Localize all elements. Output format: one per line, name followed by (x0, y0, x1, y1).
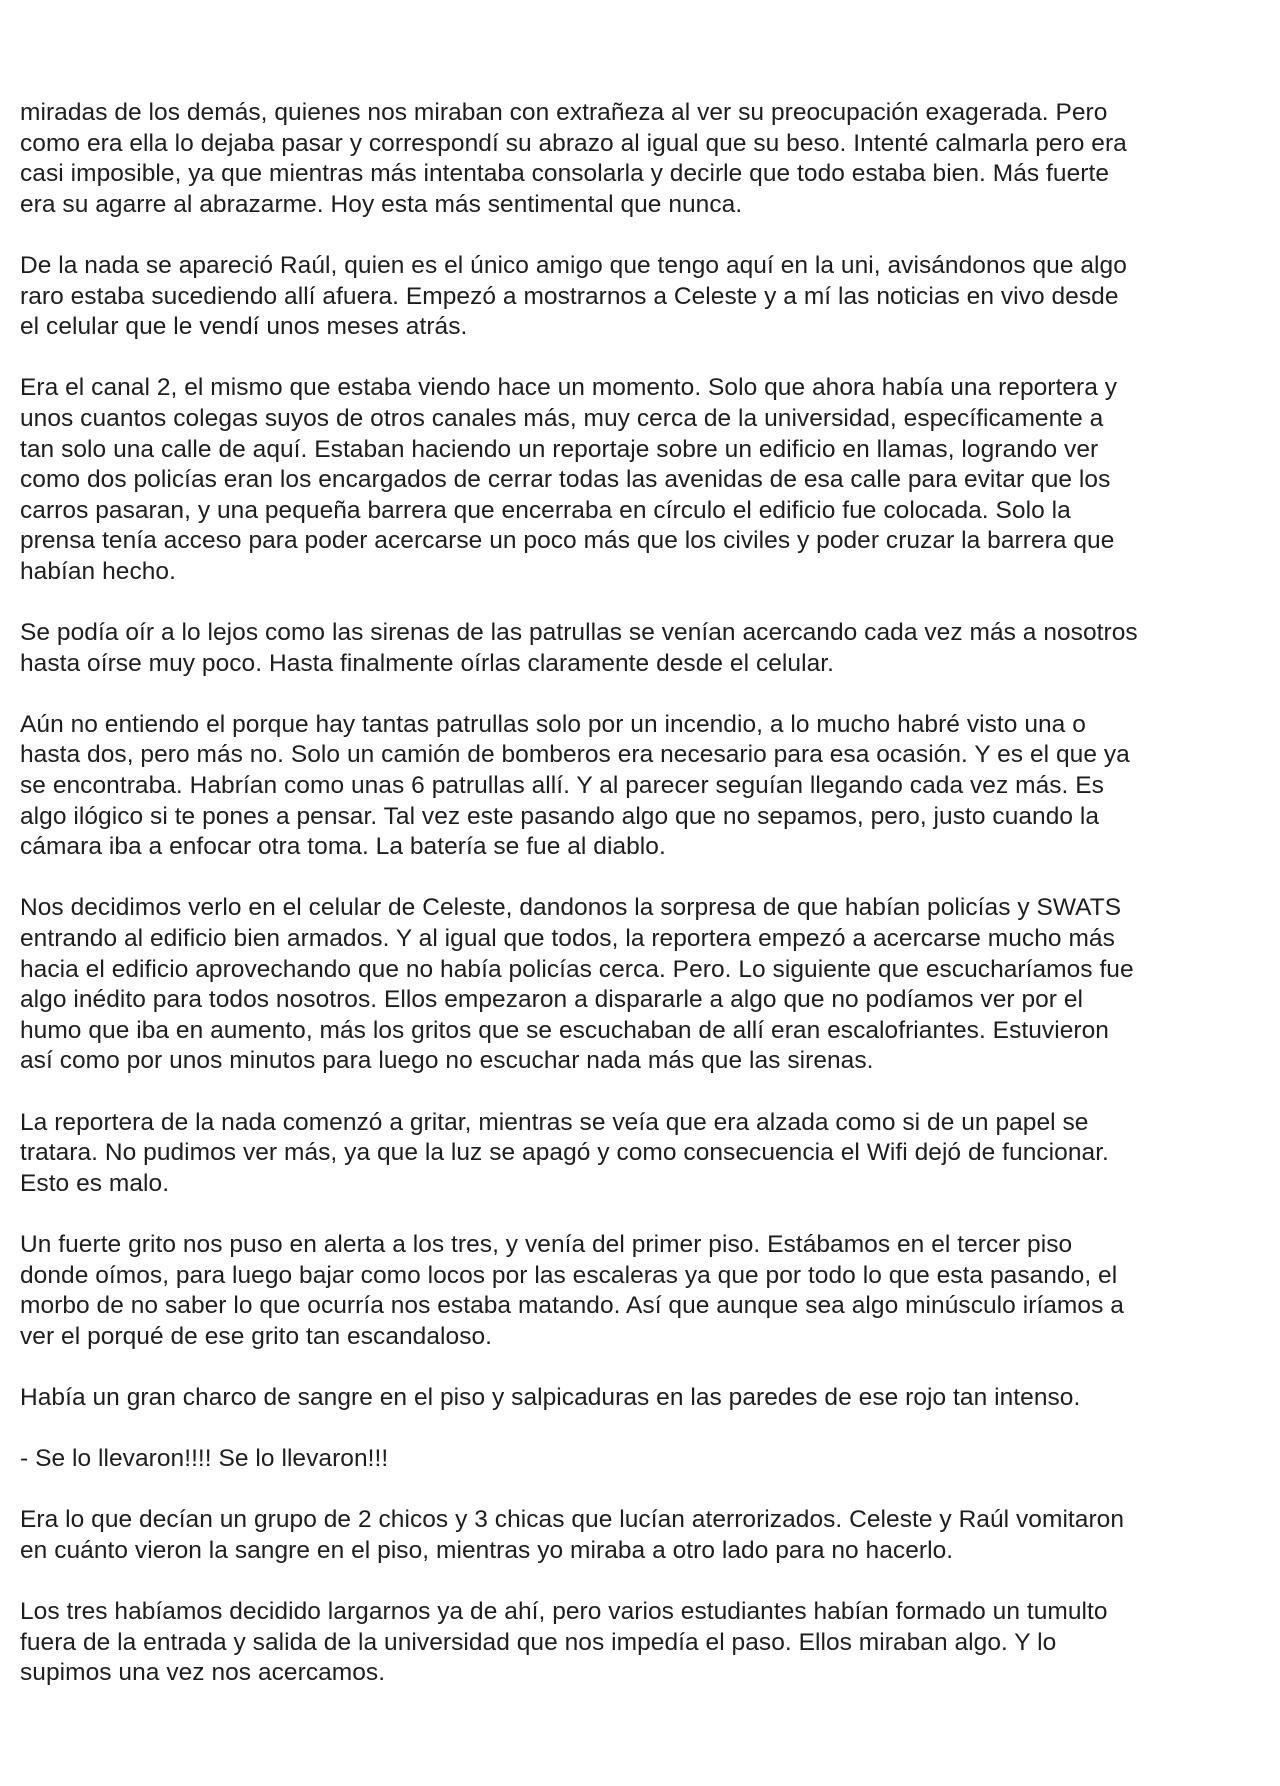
text-line: supimos una vez nos acercamos. (20, 1659, 386, 1687)
text-line: tratara. No pudimos ver más, ya que la luz se apagó y como consecuencia el Wifi dejó de funcionar. (20, 1139, 1109, 1167)
text-line: el celular que le vendí unos meses atrás. (20, 313, 468, 341)
text-line: habían hecho. (20, 557, 176, 585)
paragraph-gap (20, 1414, 1270, 1445)
text-line: prensa tenía acceso para poder acercarse un poco más que los civiles y poder cruzar la barrera que (20, 527, 1115, 555)
text-line: carros pasaran, y una pequeña barrera que encerraba en círculo el edificio fue colocada. Solo la (20, 496, 1071, 524)
paragraph-gap (20, 863, 1270, 894)
text-line: donde oímos, para luego bajar como locos por las escaleras ya que por todo lo que esta pasando, el (20, 1261, 1118, 1289)
text-line: cámara iba a enfocar otra toma. La batería se fue al diablo. (20, 833, 666, 861)
text-line: fuera de la entrada y salida de la universidad que nos impedía el paso. Ellos miraban algo. Y lo (20, 1628, 1057, 1656)
paragraph (20, 373, 1270, 587)
text-line: - Se lo llevaron!!!! Se lo llevaron!!! (20, 1445, 389, 1473)
text-line: hacia el edificio aprovechando que no había policías cerca. Pero. Lo siguiente que escucharíamos fue (20, 955, 1134, 983)
text-line: Un fuerte grito nos puso en alerta a los tres, y venía del primer piso. Estábamos en el tercer piso (20, 1230, 1073, 1258)
text-line: morbo de no saber lo que ocurría nos estaba matando. Así que aunque sea algo minúsculo iríamos a (20, 1292, 1124, 1320)
text-line: miradas de los demás, quienes nos miraban con extrañeza al ver su preocupación exagerada. Pero (20, 99, 1108, 126)
text-line: Era el canal 2, el mismo que estaba viendo hace un momento. Solo que ahora había una reportera y (20, 374, 1118, 402)
text-line: era su agarre al abrazarme. Hoy esta más sentimental que nunca. (20, 190, 743, 218)
text-line: Esto es malo. (20, 1169, 170, 1197)
paragraph-gap (20, 1352, 1270, 1383)
text-line: La reportera de la nada comenzó a gritar, mientras se veía que era alzada como si de un papel se (20, 1108, 1089, 1136)
text-line: raro estaba sucediendo allí afuera. Empezó a mostrarnos a Celeste y a mí las noticias en vivo desde (20, 282, 1119, 310)
paragraph-gap (20, 1475, 1270, 1506)
text-line: como era ella lo dejaba pasar y correspondí su abrazo al igual que su beso. Intenté calmarla pero era (20, 129, 1127, 157)
paragraph (20, 1230, 1270, 1352)
text-line: De la nada se apareció Raúl, quien es el único amigo que tengo aquí en la uni, avisándonos que algo (20, 251, 1127, 279)
text-line: Aún no entiendo el porque hay tantas patrullas solo por un incendio, a lo mucho habré visto una o (20, 710, 1086, 738)
paragraph (20, 1108, 1270, 1200)
text-line: algo ilógico si te pones a pensar. Tal vez este pasando algo que no sepamos, pero, justo cuando la (20, 802, 1100, 830)
paragraph (20, 1597, 1270, 1689)
paragraph-gap (20, 343, 1270, 374)
paragraph-gap (20, 220, 1270, 251)
paragraph (20, 618, 1270, 679)
text-line: hasta oírse muy poco. Hasta finalmente oírlas claramente desde el celular. (20, 649, 834, 677)
paragraph (20, 1383, 1270, 1414)
text-line: se encontraba. Habrían como unas 6 patrullas allí. Y al parecer seguían llegando cada vez más. Es (20, 772, 1104, 800)
text-line: Había un gran charco de sangre en el piso y salpicaduras en las paredes de ese rojo tan intenso. (20, 1383, 1081, 1411)
text-line: Se podía oír a lo lejos como las sirenas de las patrullas se venían acercando cada vez más a nosotros (20, 619, 1138, 647)
dialogue-line (20, 1444, 1270, 1475)
text-line: casi imposible, ya que mientras más intentaba consolarla y decirle que todo estaba bien. Más fuerte (20, 160, 1109, 188)
paragraph-gap (20, 1077, 1270, 1108)
paragraph-gap (20, 1567, 1270, 1598)
text-line: así como por unos minutos para luego no escuchar nada más que las sirenas. (20, 1047, 874, 1075)
story-text (20, 98, 1270, 1689)
paragraph-gap (20, 588, 1270, 619)
paragraph (20, 710, 1270, 863)
paragraph (20, 98, 1270, 220)
text-line: como dos policías eran los encargados de cerrar todas las avenidas de esa calle para evitar que los (20, 466, 1111, 494)
text-line: unos cuantos colegas suyos de otros canales más, muy cerca de la universidad, específicamente a (20, 404, 1104, 432)
text-line: Los tres habíamos decidido largarnos ya de ahí, pero varios estudiantes habían formado un tumulto (20, 1598, 1108, 1626)
text-line: Era lo que decían un grupo de 2 chicos y 3 chicas que lucían aterrorizados. Celeste y Raúl vomitaron (20, 1506, 1125, 1534)
text-line: tan solo una calle de aquí. Estaban haciendo un reportaje sobre un edificio en llamas, logrando ver (20, 435, 1099, 463)
text-line: entrando al edificio bien armados. Y al igual que todos, la reportera empezó a acercarse mucho más (20, 925, 1115, 953)
paragraph (20, 251, 1270, 343)
text-line: algo inédito para todos nosotros. Ellos empezaron a dispararle a algo que no podíamos ver por el (20, 986, 1084, 1014)
paragraph-gap (20, 1199, 1270, 1230)
paragraph (20, 893, 1270, 1077)
text-line: humo que iba en aumento, más los gritos que se escuchaban de allí eran escalofriantes. Estuvieron (20, 1016, 1109, 1044)
paragraph (20, 1505, 1270, 1566)
paragraph-gap (20, 679, 1270, 710)
text-line: ver el porqué de ese grito tan escandaloso. (20, 1322, 493, 1350)
text-line: en cuánto vieron la sangre en el piso, mientras yo miraba a otro lado para no hacerlo. (20, 1536, 954, 1564)
text-line: Nos decidimos verlo en el celular de Celeste, dandonos la sorpresa de que habían policías y SWATS (20, 894, 1122, 922)
text-line: hasta dos, pero más no. Solo un camión de bomberos era necesario para esa ocasión. Y es el que ya (20, 741, 1130, 769)
